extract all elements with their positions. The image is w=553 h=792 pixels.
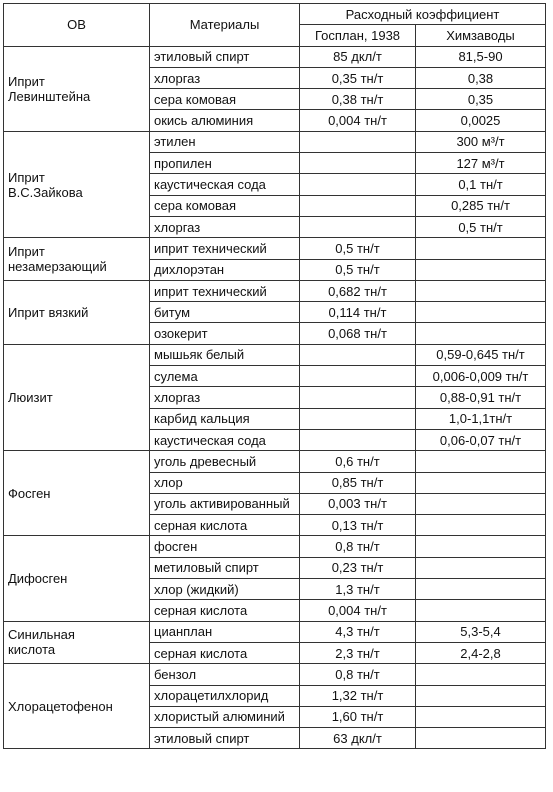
material-cell: цианплан — [150, 621, 300, 642]
material-cell: сулема — [150, 366, 300, 387]
himzavody-value-cell: 0,35 — [416, 89, 546, 110]
material-cell: иприт технический — [150, 238, 300, 259]
himzavody-value-cell: 1,0-1,1тн/т — [416, 408, 546, 429]
gosplan-value-cell: 85 дкл/т — [300, 46, 416, 67]
material-cell: битум — [150, 302, 300, 323]
table-row — [4, 238, 546, 259]
gosplan-value-cell: 0,068 тн/т — [300, 323, 416, 344]
material-cell: хлоргаз — [150, 67, 300, 88]
gosplan-value-cell: 0,85 тн/т — [300, 472, 416, 493]
himzavody-value-cell — [416, 536, 546, 557]
material-cell: бензол — [150, 664, 300, 685]
gosplan-value-cell — [300, 174, 416, 195]
agent-name-cell — [4, 344, 150, 450]
gosplan-value-cell — [300, 366, 416, 387]
consumption-table — [3, 3, 546, 749]
agent-name-line: В.С.Зайкова — [8, 184, 83, 200]
material-cell: хлор (жидкий) — [150, 579, 300, 600]
himzavody-value-cell: 0,285 тн/т — [416, 195, 546, 216]
gosplan-value-cell — [300, 195, 416, 216]
gosplan-value-cell — [300, 429, 416, 450]
agent-name-line: кислота — [8, 642, 56, 658]
table-row — [4, 280, 546, 301]
material-cell: каустическая сода — [150, 429, 300, 450]
material-cell: серная кислота — [150, 600, 300, 621]
gosplan-value-cell: 0,38 тн/т — [300, 89, 416, 110]
himzavody-value-cell: 127 м³/т — [416, 153, 546, 174]
agent-name-line: Фосген — [8, 485, 51, 501]
himzavody-value-cell: 81,5-90 — [416, 46, 546, 67]
material-cell: серная кислота — [150, 642, 300, 663]
himzavody-value-cell — [416, 472, 546, 493]
material-cell: хлор — [150, 472, 300, 493]
gosplan-value-cell: 0,13 тн/т — [300, 515, 416, 536]
table-row — [4, 46, 546, 67]
agent-name-line: Иприт — [8, 73, 45, 89]
table-row — [4, 664, 546, 685]
material-cell: пропилен — [150, 153, 300, 174]
material-cell: метиловый спирт — [150, 557, 300, 578]
gosplan-value-cell — [300, 387, 416, 408]
header-coefficient: Расходный коэффициент — [300, 4, 546, 25]
himzavody-value-cell: 5,3-5,4 — [416, 621, 546, 642]
himzavody-value-cell: 300 м³/т — [416, 131, 546, 152]
himzavody-value-cell — [416, 259, 546, 280]
material-cell: карбид кальция — [150, 408, 300, 429]
material-cell: этилен — [150, 131, 300, 152]
agent-name-line: Хлорацетофенон — [8, 698, 113, 714]
gosplan-value-cell: 2,3 тн/т — [300, 642, 416, 663]
agent-name-line: Дифосген — [8, 571, 68, 587]
himzavody-value-cell — [416, 323, 546, 344]
agent-name-cell — [4, 131, 150, 237]
table-row — [4, 536, 546, 557]
himzavody-value-cell — [416, 557, 546, 578]
himzavody-value-cell — [416, 302, 546, 323]
himzavody-value-cell — [416, 280, 546, 301]
himzavody-value-cell: 0,06-0,07 тн/т — [416, 429, 546, 450]
agent-name-cell — [4, 451, 150, 536]
agent-name-cell — [4, 46, 150, 131]
agent-name-cell — [4, 664, 150, 749]
gosplan-value-cell: 0,114 тн/т — [300, 302, 416, 323]
header-row-1 — [4, 4, 546, 25]
table-row — [4, 451, 546, 472]
header-gosplan: Госплан, 1938 — [300, 25, 416, 46]
material-cell: дихлорэтан — [150, 259, 300, 280]
material-cell: окись алюминия — [150, 110, 300, 131]
gosplan-value-cell: 0,682 тн/т — [300, 280, 416, 301]
gosplan-value-cell — [300, 216, 416, 237]
himzavody-value-cell: 0,38 — [416, 67, 546, 88]
gosplan-value-cell — [300, 131, 416, 152]
himzavody-value-cell: 0,006-0,009 тн/т — [416, 366, 546, 387]
agent-name-line: Иприт — [8, 169, 45, 185]
agent-name-line: Люизит — [8, 389, 53, 405]
himzavody-value-cell — [416, 451, 546, 472]
agent-name-cell — [4, 238, 150, 281]
himzavody-value-cell — [416, 728, 546, 749]
himzavody-value-cell — [416, 706, 546, 727]
gosplan-value-cell — [300, 344, 416, 365]
header-materials: Материалы — [150, 4, 300, 47]
agent-name-line: незамерзающий — [8, 259, 107, 275]
gosplan-value-cell: 1,3 тн/т — [300, 579, 416, 600]
material-cell: этиловый спирт — [150, 728, 300, 749]
gosplan-value-cell: 1,60 тн/т — [300, 706, 416, 727]
himzavody-value-cell: 0,5 тн/т — [416, 216, 546, 237]
material-cell: хлоргаз — [150, 387, 300, 408]
table-body — [4, 4, 546, 749]
himzavody-value-cell: 2,4-2,8 — [416, 642, 546, 663]
himzavody-value-cell — [416, 685, 546, 706]
gosplan-value-cell: 1,32 тн/т — [300, 685, 416, 706]
gosplan-value-cell: 0,35 тн/т — [300, 67, 416, 88]
gosplan-value-cell: 0,8 тн/т — [300, 536, 416, 557]
material-cell: сера комовая — [150, 195, 300, 216]
himzavody-value-cell: 0,1 тн/т — [416, 174, 546, 195]
material-cell: сера комовая — [150, 89, 300, 110]
gosplan-value-cell: 0,003 тн/т — [300, 493, 416, 514]
table-row — [4, 621, 546, 642]
himzavody-value-cell: 0,59-0,645 тн/т — [416, 344, 546, 365]
material-cell: этиловый спирт — [150, 46, 300, 67]
agent-name-line: Синильная — [8, 627, 75, 643]
gosplan-value-cell: 0,004 тн/т — [300, 600, 416, 621]
material-cell: хлористый алюминий — [150, 706, 300, 727]
gosplan-value-cell: 0,23 тн/т — [300, 557, 416, 578]
himzavody-value-cell — [416, 600, 546, 621]
agent-name-cell — [4, 621, 150, 664]
gosplan-value-cell: 0,8 тн/т — [300, 664, 416, 685]
gosplan-value-cell: 4,3 тн/т — [300, 621, 416, 642]
himzavody-value-cell: 0,88-0,91 тн/т — [416, 387, 546, 408]
material-cell: уголь активированный — [150, 493, 300, 514]
material-cell: уголь древесный — [150, 451, 300, 472]
himzavody-value-cell — [416, 664, 546, 685]
gosplan-value-cell: 0,6 тн/т — [300, 451, 416, 472]
header-ov: ОВ — [4, 4, 150, 47]
material-cell: иприт технический — [150, 280, 300, 301]
gosplan-value-cell: 0,5 тн/т — [300, 238, 416, 259]
himzavody-value-cell — [416, 238, 546, 259]
gosplan-value-cell — [300, 408, 416, 429]
gosplan-value-cell: 63 дкл/т — [300, 728, 416, 749]
gosplan-value-cell — [300, 153, 416, 174]
gosplan-value-cell: 0,5 тн/т — [300, 259, 416, 280]
material-cell: хлорацетилхлорид — [150, 685, 300, 706]
table-row — [4, 131, 546, 152]
material-cell: хлоргаз — [150, 216, 300, 237]
himzavody-value-cell — [416, 515, 546, 536]
agent-name-line: Левинштейна — [8, 88, 91, 104]
himzavody-value-cell — [416, 493, 546, 514]
material-cell: серная кислота — [150, 515, 300, 536]
material-cell: озокерит — [150, 323, 300, 344]
table-row — [4, 344, 546, 365]
header-himzavody: Химзаводы — [416, 25, 546, 46]
material-cell: мышьяк белый — [150, 344, 300, 365]
agent-name-cell — [4, 536, 150, 621]
agent-name-cell — [4, 280, 150, 344]
agent-name-line: Иприт вязкий — [8, 304, 89, 320]
himzavody-value-cell — [416, 579, 546, 600]
agent-name-line: Иприт — [8, 244, 45, 260]
gosplan-value-cell: 0,004 тн/т — [300, 110, 416, 131]
material-cell: каустическая сода — [150, 174, 300, 195]
himzavody-value-cell: 0,0025 — [416, 110, 546, 131]
material-cell: фосген — [150, 536, 300, 557]
